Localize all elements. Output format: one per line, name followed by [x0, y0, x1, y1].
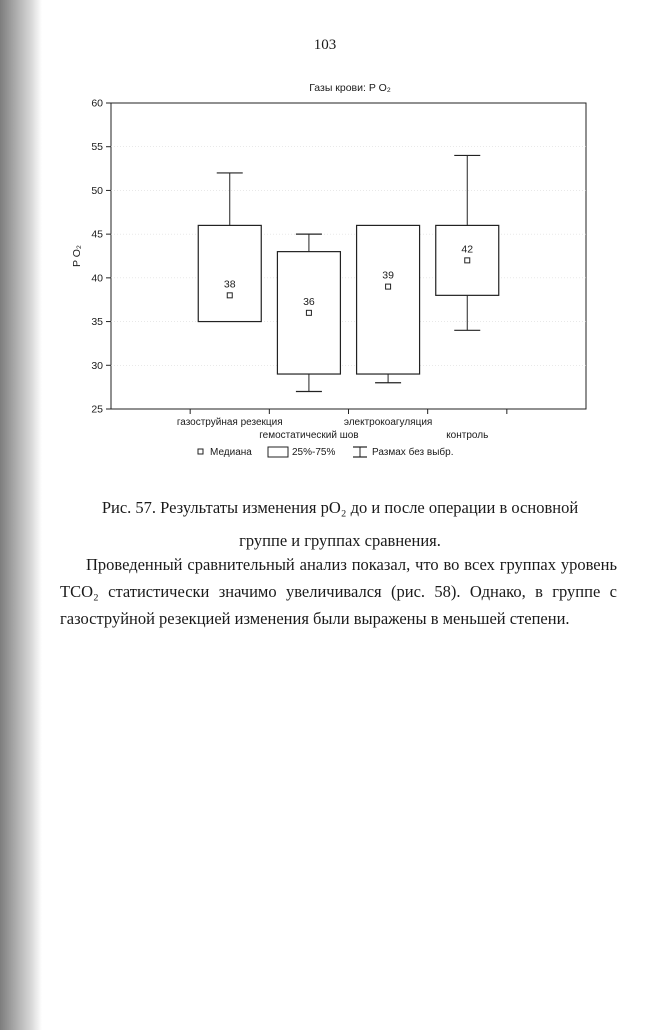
y-tick-label: 50 — [91, 184, 103, 197]
y-tick-label: 35 — [91, 316, 103, 329]
median-point — [386, 284, 391, 289]
median-label: 42 — [461, 243, 474, 256]
x-category-label: газоструйная резекция — [176, 417, 283, 428]
median-label: 38 — [223, 278, 236, 291]
y-tick-label: 25 — [91, 403, 103, 416]
median-label: 36 — [303, 295, 315, 308]
y-axis-label: P O₂ — [71, 245, 83, 267]
box-iqr — [198, 225, 261, 321]
legend-median-label: Медиана — [210, 447, 252, 458]
legend-range-label: Размах без выбр. — [372, 447, 454, 458]
figure-caption — [60, 491, 620, 557]
median-point — [465, 258, 470, 263]
median-point — [306, 310, 311, 315]
caption-line-1: Рис. 57. Результаты изменения pO₂ до и после операции в основной — [101, 498, 579, 517]
y-tick-label: 55 — [91, 141, 103, 154]
legend-median-marker — [198, 449, 203, 454]
caption-line-2: группе и группах сравнения. — [239, 531, 441, 550]
plot-frame — [111, 103, 586, 409]
boxplot-chart — [0, 0, 650, 480]
y-tick-label: 40 — [91, 272, 103, 285]
page-number: 103 — [313, 37, 337, 53]
median-point — [227, 293, 232, 298]
y-tick-label: 30 — [91, 359, 103, 372]
y-tick-label: 45 — [91, 228, 103, 241]
legend-box-label: 25%-75% — [292, 447, 336, 458]
body-paragraph — [60, 551, 617, 632]
legend-box-marker — [268, 447, 288, 457]
median-label: 39 — [382, 269, 394, 282]
x-category-label: гемостатический шов — [259, 430, 359, 441]
y-tick-label: 60 — [91, 97, 103, 110]
paragraph-text: Проведенный сравнительный анализ показал, что во всех группах уровень TCO₂ статистически значимо увеличивался (рис. 58). Однако, в группе с газоструйной резекцией изменения были выражены в меньшей степени. — [60, 555, 617, 628]
x-category-label: контроль — [446, 430, 489, 441]
chart-title: Газы крови: P O₂ — [309, 82, 391, 94]
box-iqr — [357, 225, 420, 374]
x-category-label: электрокоагуляция — [343, 417, 433, 428]
